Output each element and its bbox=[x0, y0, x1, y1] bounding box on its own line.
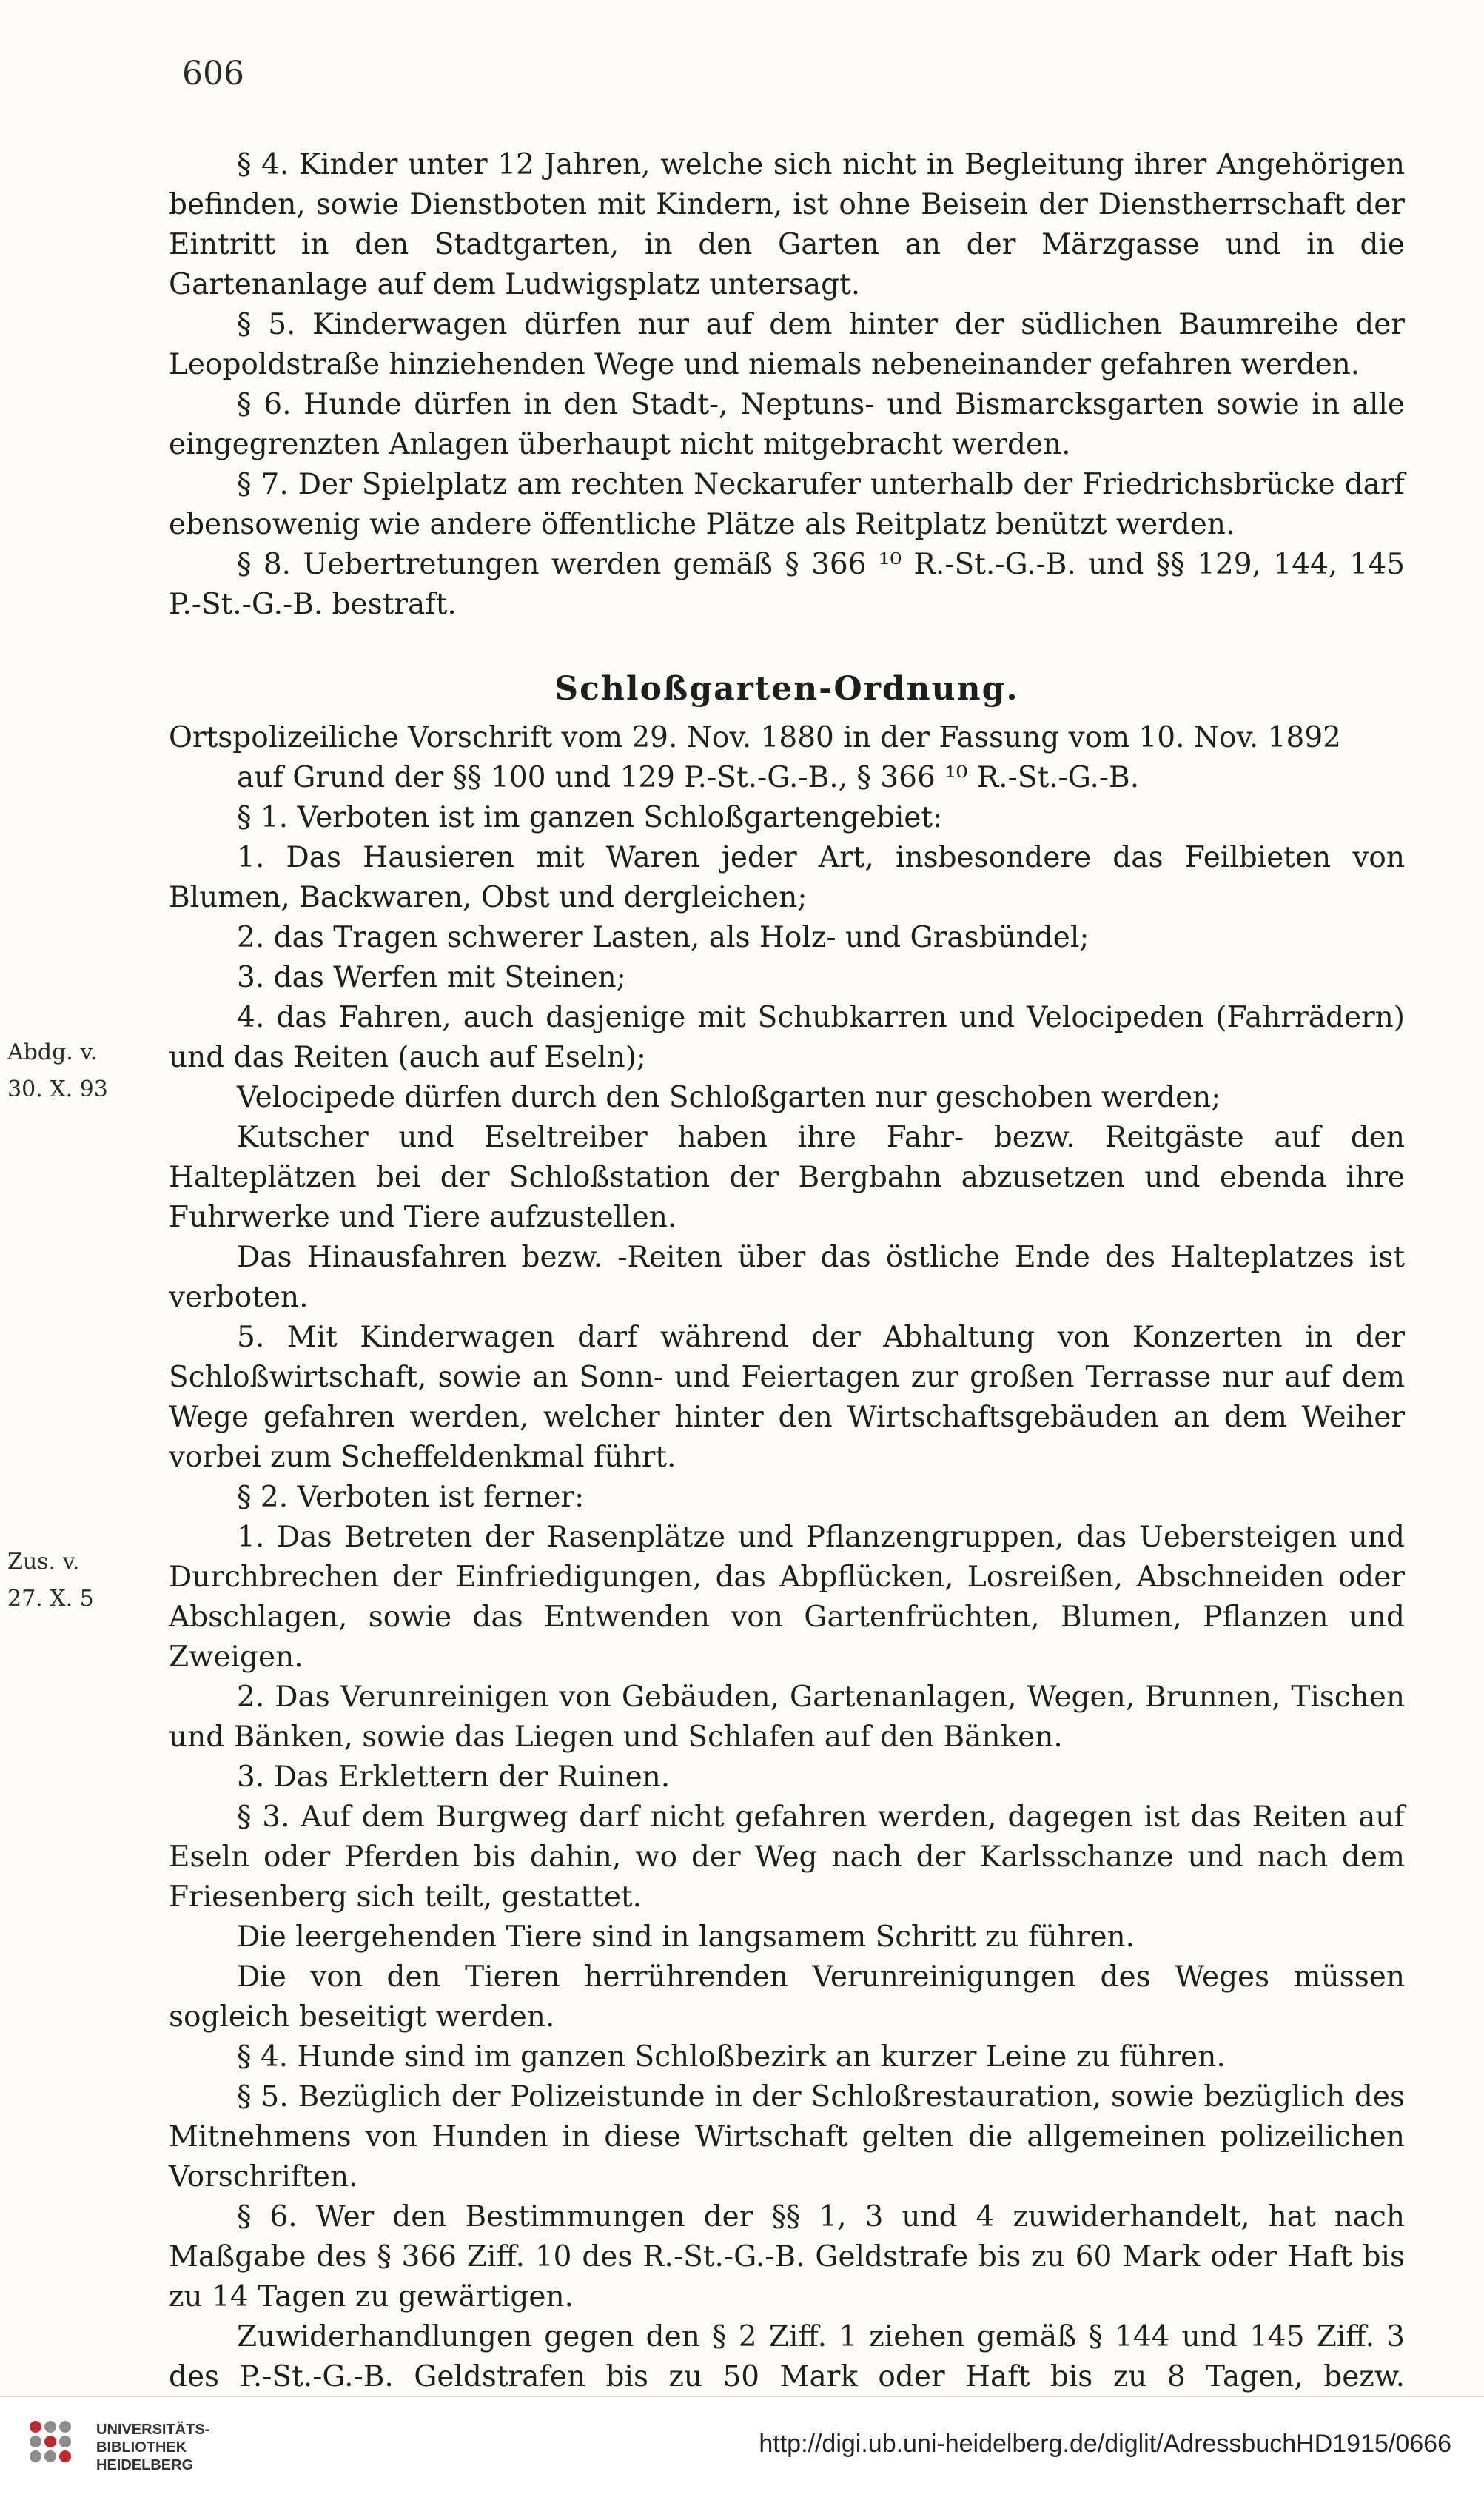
logo-line: UNIVERSITÄTS- bbox=[96, 2422, 210, 2438]
s1-kutscher-rule: Kutscher und Eseltreiber haben ihre Fahr- bezw. Reitgäste auf den Halteplätzen bei der Schloßstation der Bergbahn abzusetzen und ebenda ihre Fuhrwerke und Tiere aufzustellen. bbox=[169, 1121, 1405, 1234]
s2-item-1: 1. Das Betreten der Rasenplätze und Pflanzengruppen, das Uebersteigen und Durchbrechen der Einfriedigungen, das Abpflücken, Losreißen, Abschneiden oder Abschlagen, sowie das Entwenden von Gartenfrüchten, Blumen, Pflanzen und Zweigen. bbox=[169, 1521, 1405, 1674]
margin-note-line: 30. X. 93 bbox=[7, 1076, 108, 1102]
s3-burgweg: § 3. Auf dem Burgweg darf nicht gefahren werden, dagegen ist das Reiten auf Eseln oder Pferden bis dahin, wo der Weg nach der Karlsschanze und nach dem Friesenberg sich teilt, gestattet. bbox=[169, 1800, 1405, 1914]
paragraph-s4-children: § 4. Kinder unter 12 Jahren, welche sich nicht in Begleitung ihrer Angehörigen befinden, sowie Dienstboten mit Kindern, ist ohne Beisein der Dienstherrschaft der Eintritt in den Stadtgarten, in den Garten an der Märzgasse und in die Gartenanlage auf dem Ludwigsplatz untersagt. bbox=[169, 148, 1405, 301]
s1-hinausfahren-rule: Das Hinausfahren bezw. -Reiten über das östliche Ende des Halteplatzes ist verboten. bbox=[169, 1241, 1405, 1314]
margin-note-amendment-1893 bbox=[7, 1034, 163, 1108]
s1-item-3: 3. das Werfen mit Steinen; bbox=[237, 961, 626, 994]
s3-verunreinigungen: Die von den Tieren herrührenden Verunreinigungen des Weges müssen sogleich beseitigt werden. bbox=[169, 1960, 1405, 2034]
logo-line: BIBLIOTHEK bbox=[96, 2439, 187, 2456]
page-number: 606 bbox=[182, 55, 244, 93]
section-title: Schloßgarten-Ordnung. bbox=[554, 670, 1019, 708]
library-logo[interactable] bbox=[30, 2421, 209, 2474]
s6-strafen: § 6. Wer den Bestimmungen der §§ 1, 3 und 4 zuwiderhandelt, hat nach Maßgabe des § 366 Ziff. 10 des R.-St.-G.-B. Geldstrafe bis zu 60 Mark oder Haft bis zu 14 Tagen zu gewärtigen. bbox=[169, 2200, 1405, 2313]
s1-item-4: 4. das Fahren, auch dasjenige mit Schubkarren und Velocipeden (Fahrrädern) und das Reiten (auch auf Eseln); bbox=[169, 1001, 1405, 1074]
s1-item-1: 1. Das Hausieren mit Waren jeder Art, insbesondere das Feilbieten von Blumen, Backwaren, Obst und dergleichen; bbox=[169, 841, 1405, 914]
s6-zuwiderhandlungen: Zuwiderhandlungen gegen den § 2 Ziff. 1 ziehen gemäß § 144 und 145 Ziff. 3 des P.-St.-G.-B. Geldstrafen bis zu 50 Mark oder Haft bis zu 8 Tagen, bezw. bbox=[169, 2320, 1405, 2393]
s1-item-5: 5. Mit Kinderwagen darf während der Abhaltung von Konzerten in der Schloßwirtschaft, sowie an Sonn- und Feiertagen zur großen Terrasse nur auf dem Wege gefahren werden, welcher hinter den Wirtschaftsgebäuden an dem Weiher vorbei zum Scheffeldenkmal führt. bbox=[169, 1321, 1405, 1474]
s3-leergehende-tiere: Die leergehenden Tiere sind in langsamem Schritt zu führen. bbox=[237, 1920, 1135, 1954]
library-logo-text bbox=[96, 2421, 209, 2474]
paragraph-s7-playground: § 7. Der Spielplatz am rechten Neckarufer unterhalb der Friedrichsbrücke darf ebensowenig wie andere öffentliche Plätze als Reitplatz benützt werden. bbox=[169, 468, 1405, 541]
s2-item-3: 3. Das Erklettern der Ruinen. bbox=[237, 1760, 671, 1794]
margin-note-line: 27. X. 5 bbox=[7, 1586, 94, 1612]
s2-intro: § 2. Verboten ist ferner: bbox=[237, 1481, 585, 1514]
logo-line: HEIDELBERG bbox=[96, 2457, 194, 2473]
source-url-link[interactable]: http://digi.ub.uni-heidelberg.de/diglit/AdressbuchHD1915/0666 bbox=[759, 2430, 1451, 2458]
s1-item-2: 2. das Tragen schwerer Lasten, als Holz- und Grasbündel; bbox=[237, 921, 1090, 954]
paragraph-s5-prams: § 5. Kinderwagen dürfen nur auf dem hinter der südlichen Baumreihe der Leopoldstraße hinziehenden Wege und niemals nebeneinander gefahren werden. bbox=[169, 308, 1405, 381]
section-subtitle-cont: auf Grund der §§ 100 und 129 P.-St.-G.-B., § 366 ¹⁰ R.-St.-G.-B. bbox=[237, 761, 1140, 794]
s5-polizeistunde: § 5. Bezüglich der Polizeistunde in der Schloßrestauration, sowie bezüglich des Mitnehmens von Hunden in diese Wirtschaft gelten die allgemeinen polizeilichen Vorschriften. bbox=[169, 2080, 1405, 2194]
margin-note-addition-1905 bbox=[7, 1544, 163, 1618]
paragraph-s6-dogs: § 6. Hunde dürfen in den Stadt-, Neptuns- und Bismarcksgarten sowie in alle eingegrenzten Anlagen überhaupt nicht mitgebracht werden. bbox=[169, 388, 1405, 461]
s1-velocipede-note: Velocipede dürfen durch den Schloßgarten nur geschoben werden; bbox=[237, 1081, 1221, 1114]
s2-item-2: 2. Das Verunreinigen von Gebäuden, Gartenanlagen, Wegen, Brunnen, Tischen und Bänken, sowie das Liegen und Schlafen auf den Bänken. bbox=[169, 1681, 1405, 1754]
margin-note-line: Zus. v. bbox=[7, 1549, 80, 1575]
s4-hunde: § 4. Hunde sind im ganzen Schloßbezirk an kurzer Leine zu führen. bbox=[237, 2040, 1226, 2074]
page-body bbox=[169, 145, 1405, 2437]
section-subtitle: Ortspolizeiliche Vorschrift vom 29. Nov. 1880 in der Fassung vom 10. Nov. 1892 bbox=[169, 721, 1341, 754]
library-logo-icon bbox=[30, 2421, 83, 2474]
margin-note-line: Abdg. v. bbox=[7, 1039, 98, 1065]
s1-intro: § 1. Verboten ist im ganzen Schloßgartengebiet: bbox=[237, 801, 943, 834]
footer-bar bbox=[0, 2396, 1484, 2503]
paragraph-s8-penalties: § 8. Uebertretungen werden gemäß § 366 ¹⁰ R.-St.-G.-B. und §§ 129, 144, 145 P.-St.-G.-B. bestraft. bbox=[169, 548, 1405, 621]
